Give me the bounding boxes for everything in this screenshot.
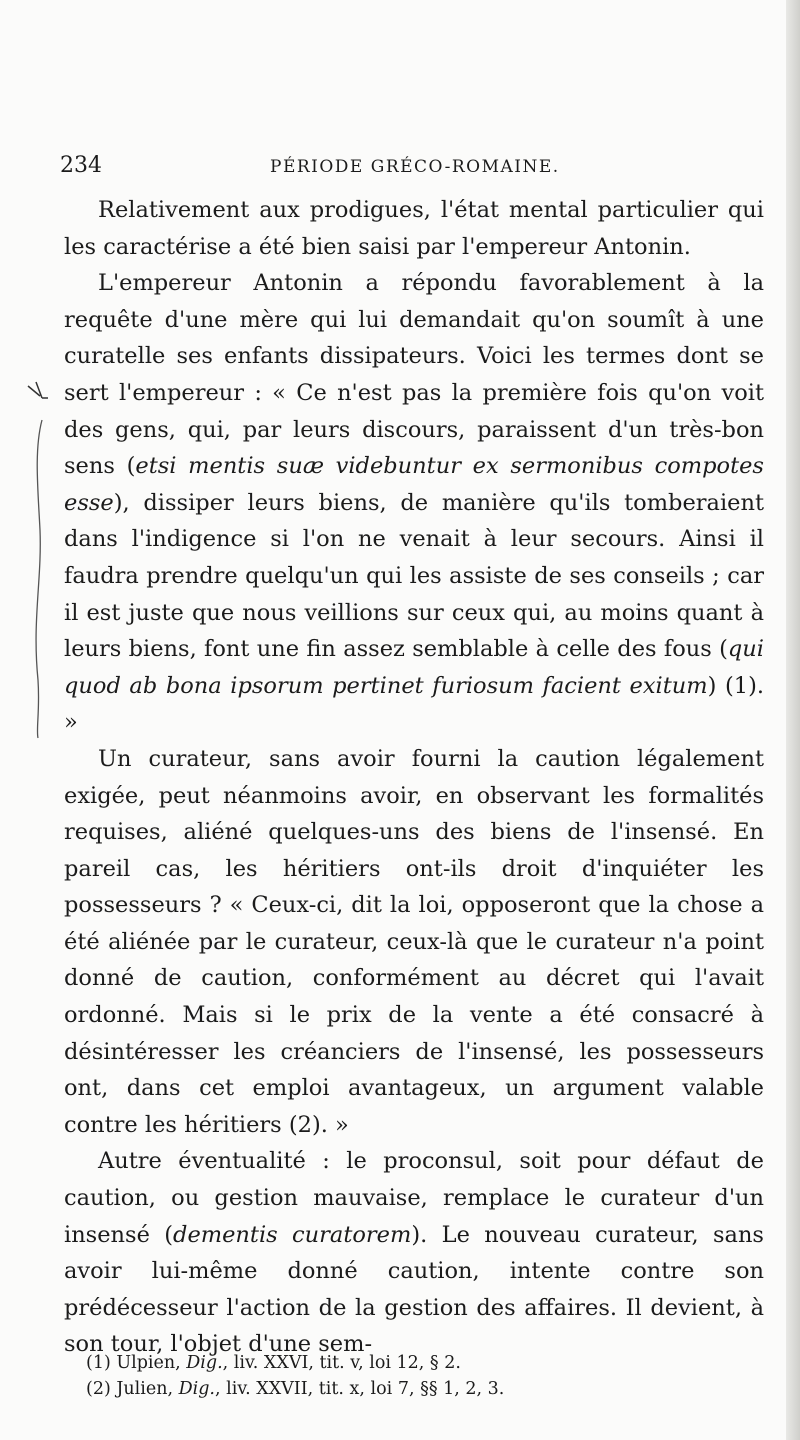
paragraph-4 <box>64 1143 764 1363</box>
paragraph-2-text-a: L'empereur Antonin a répondu favorablement à la requête d'une mère qui lui demandait qu'on soumît à une curatelle ses enfants dissipateurs. Voici les termes dont se sert l'empereur : « Ce n'est pas la première fois qu'on voit des gens, qui, par leurs discours, paraissent d'un très-bon sens ( <box>64 270 764 480</box>
footnote-1-text-a: (1) Ulpien, <box>86 1353 187 1373</box>
footnote-1 <box>86 1350 766 1376</box>
paragraph-2-text-c: ) (1). » <box>64 672 764 736</box>
page-edge-shadow <box>786 0 800 1440</box>
footnote-2 <box>86 1376 766 1402</box>
latin-quote-2: qui quod ab bona ipsorum pertinet furiosum facient exitum <box>64 636 764 699</box>
footnotes <box>86 1350 766 1402</box>
paragraph-4-text-a: Autre éventualité : le proconsul, soit pour défaut de caution, ou gestion mauvaise, remplace le curateur d'un insensé ( <box>64 1148 764 1248</box>
footnote-2-text-b: , liv. XXVII, tit. x, loi 7, §§ 1, 2, 3. <box>215 1379 505 1399</box>
footnote-1-text-b: , liv. XXVI, tit. v, loi 12, § 2. <box>222 1353 461 1373</box>
page-header <box>60 152 780 180</box>
paragraph-3: Un curateur, sans avoir fourni la caution légalement exigée, peut néanmoins avoir, en observant les formalités requises, aliéné quelques-uns des biens de l'insensé. En pareil cas, les héritiers ont-ils droit d'inquiéter les possesseurs ? « Ceux-ci, dit la loi, opposeront que la chose a été aliénée par le curateur, ceux-là que le curateur n'a point donné de caution, conformément au décret qui l'avait ordonné. Mais si le prix de la vente a été consacré à désintéresser les créanciers de l'insensé, les possesseurs ont, dans cet emploi avantageux, un argument valable contre les héritiers (2). » <box>64 745 764 1138</box>
page-number: 234 <box>60 153 102 178</box>
paragraph-2 <box>64 265 764 741</box>
paragraph-4-text-b: ). Le nouveau curateur, sans avoir lui-même donné caution, intente contre son prédécesseur l'action de la gestion des affaires. Il devient, à son tour, l'objet d'une sem- <box>64 1221 764 1358</box>
body-text <box>64 192 764 1363</box>
paragraph-2-text-b: ), dissiper leurs biens, de manière qu'ils tomberaient dans l'indigence si l'on ne venait à leur secours. Ainsi il faudra prendre quelqu'un qui les assiste de ses conseils ; car il est juste que nous veillions sur ceux qui, au moins quant à leurs biens, font une fin assez semblable à celle des fous ( <box>64 489 764 663</box>
paragraph-1: Relativement aux prodigues, l'état mental particulier qui les caractérise a été bien saisi par l'empereur Antonin. <box>64 197 764 260</box>
running-title: PÉRIODE GRÉCO-ROMAINE. <box>270 157 560 177</box>
footnote-1-source: Dig. <box>186 1353 223 1373</box>
footnote-2-text-a: (2) Julien, <box>86 1379 179 1399</box>
latin-quote-1: etsi mentis suæ videbuntur ex sermonibus compotes esse <box>64 453 764 516</box>
latin-term: dementis curatorem <box>173 1221 412 1248</box>
handwritten-margin-mark <box>26 380 50 740</box>
footnote-2-source: Dig. <box>178 1379 215 1399</box>
